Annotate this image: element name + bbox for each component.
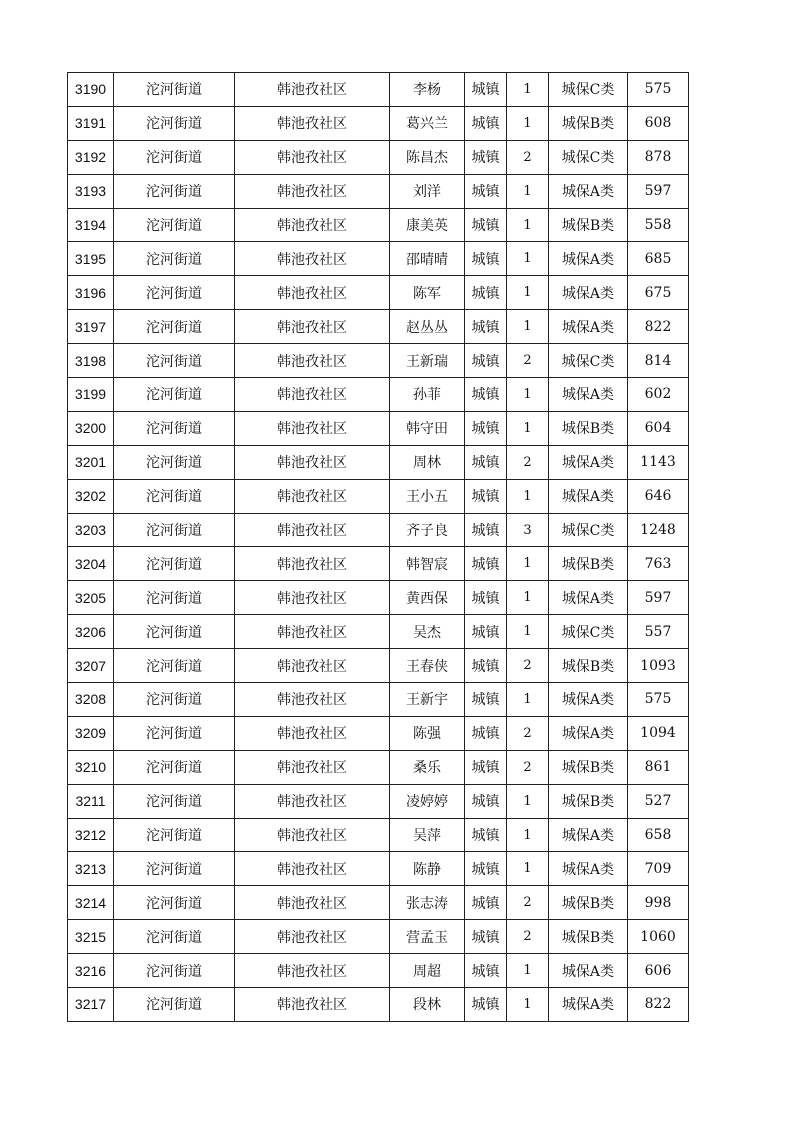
community-cell: 韩池孜社区 [235, 683, 390, 717]
category-cell: 城保A类 [549, 445, 628, 479]
household-size-cell: 1 [507, 615, 549, 649]
category-cell: 城保C类 [549, 513, 628, 547]
name-cell: 李杨 [390, 73, 465, 107]
serial-number-cell: 3192 [68, 140, 114, 174]
area-type-cell: 城镇 [465, 106, 507, 140]
serial-number-cell: 3198 [68, 344, 114, 378]
table-row [68, 683, 689, 717]
community-cell: 韩池孜社区 [235, 344, 390, 378]
table-row [68, 378, 689, 412]
category-cell: 城保B类 [549, 411, 628, 445]
table-body [68, 73, 689, 1022]
table-row [68, 140, 689, 174]
street-cell: 沱河街道 [114, 852, 235, 886]
category-cell: 城保C类 [549, 615, 628, 649]
household-size-cell: 2 [507, 445, 549, 479]
community-cell: 韩池孜社区 [235, 954, 390, 988]
name-cell: 赵丛丛 [390, 310, 465, 344]
serial-number-cell: 3208 [68, 683, 114, 717]
street-cell: 沱河街道 [114, 920, 235, 954]
category-cell: 城保A类 [549, 683, 628, 717]
table-row [68, 344, 689, 378]
amount-cell: 814 [628, 344, 689, 378]
area-type-cell: 城镇 [465, 852, 507, 886]
household-size-cell: 1 [507, 784, 549, 818]
amount-cell: 822 [628, 988, 689, 1022]
area-type-cell: 城镇 [465, 784, 507, 818]
area-type-cell: 城镇 [465, 988, 507, 1022]
community-cell: 韩池孜社区 [235, 445, 390, 479]
table-row [68, 581, 689, 615]
community-cell: 韩池孜社区 [235, 479, 390, 513]
table-row [68, 276, 689, 310]
area-type-cell: 城镇 [465, 276, 507, 310]
table-row [68, 73, 689, 107]
name-cell: 张志涛 [390, 886, 465, 920]
table-row [68, 920, 689, 954]
category-cell: 城保B类 [549, 886, 628, 920]
serial-number-cell: 3212 [68, 818, 114, 852]
category-cell: 城保B类 [549, 920, 628, 954]
street-cell: 沱河街道 [114, 547, 235, 581]
household-size-cell: 1 [507, 73, 549, 107]
table-row [68, 513, 689, 547]
table-row [68, 479, 689, 513]
name-cell: 韩守田 [390, 411, 465, 445]
street-cell: 沱河街道 [114, 513, 235, 547]
street-cell: 沱河街道 [114, 954, 235, 988]
area-type-cell: 城镇 [465, 683, 507, 717]
area-type-cell: 城镇 [465, 445, 507, 479]
serial-number-cell: 3191 [68, 106, 114, 140]
amount-cell: 658 [628, 818, 689, 852]
serial-number-cell: 3210 [68, 750, 114, 784]
name-cell: 段林 [390, 988, 465, 1022]
area-type-cell: 城镇 [465, 310, 507, 344]
category-cell: 城保B类 [549, 547, 628, 581]
amount-cell: 685 [628, 242, 689, 276]
table-row [68, 852, 689, 886]
street-cell: 沱河街道 [114, 479, 235, 513]
category-cell: 城保C类 [549, 140, 628, 174]
household-size-cell: 1 [507, 479, 549, 513]
serial-number-cell: 3201 [68, 445, 114, 479]
serial-number-cell: 3200 [68, 411, 114, 445]
recipient-table [67, 72, 689, 1022]
serial-number-cell: 3206 [68, 615, 114, 649]
community-cell: 韩池孜社区 [235, 547, 390, 581]
household-size-cell: 1 [507, 411, 549, 445]
name-cell: 周林 [390, 445, 465, 479]
street-cell: 沱河街道 [114, 683, 235, 717]
amount-cell: 575 [628, 73, 689, 107]
category-cell: 城保A类 [549, 988, 628, 1022]
amount-cell: 861 [628, 750, 689, 784]
street-cell: 沱河街道 [114, 411, 235, 445]
category-cell: 城保B类 [549, 649, 628, 683]
table-row [68, 310, 689, 344]
area-type-cell: 城镇 [465, 411, 507, 445]
community-cell: 韩池孜社区 [235, 378, 390, 412]
area-type-cell: 城镇 [465, 513, 507, 547]
category-cell: 城保A类 [549, 479, 628, 513]
category-cell: 城保A类 [549, 378, 628, 412]
street-cell: 沱河街道 [114, 310, 235, 344]
name-cell: 邵晴晴 [390, 242, 465, 276]
street-cell: 沱河街道 [114, 276, 235, 310]
category-cell: 城保B类 [549, 750, 628, 784]
community-cell: 韩池孜社区 [235, 784, 390, 818]
name-cell: 陈昌杰 [390, 140, 465, 174]
table-row [68, 242, 689, 276]
table-row [68, 818, 689, 852]
category-cell: 城保A类 [549, 242, 628, 276]
amount-cell: 1248 [628, 513, 689, 547]
amount-cell: 557 [628, 615, 689, 649]
household-size-cell: 2 [507, 140, 549, 174]
household-size-cell: 1 [507, 852, 549, 886]
name-cell: 葛兴兰 [390, 106, 465, 140]
area-type-cell: 城镇 [465, 818, 507, 852]
amount-cell: 822 [628, 310, 689, 344]
household-size-cell: 1 [507, 310, 549, 344]
area-type-cell: 城镇 [465, 242, 507, 276]
serial-number-cell: 3209 [68, 716, 114, 750]
serial-number-cell: 3205 [68, 581, 114, 615]
amount-cell: 527 [628, 784, 689, 818]
table-row [68, 784, 689, 818]
area-type-cell: 城镇 [465, 479, 507, 513]
amount-cell: 597 [628, 174, 689, 208]
category-cell: 城保A类 [549, 852, 628, 886]
area-type-cell: 城镇 [465, 547, 507, 581]
household-size-cell: 2 [507, 886, 549, 920]
name-cell: 孙菲 [390, 378, 465, 412]
table-row [68, 886, 689, 920]
name-cell: 周超 [390, 954, 465, 988]
serial-number-cell: 3217 [68, 988, 114, 1022]
area-type-cell: 城镇 [465, 716, 507, 750]
amount-cell: 1093 [628, 649, 689, 683]
serial-number-cell: 3216 [68, 954, 114, 988]
household-size-cell: 1 [507, 174, 549, 208]
area-type-cell: 城镇 [465, 140, 507, 174]
household-size-cell: 1 [507, 581, 549, 615]
table-row [68, 750, 689, 784]
serial-number-cell: 3213 [68, 852, 114, 886]
community-cell: 韩池孜社区 [235, 411, 390, 445]
area-type-cell: 城镇 [465, 649, 507, 683]
street-cell: 沱河街道 [114, 344, 235, 378]
community-cell: 韩池孜社区 [235, 818, 390, 852]
street-cell: 沱河街道 [114, 784, 235, 818]
household-size-cell: 1 [507, 954, 549, 988]
category-cell: 城保A类 [549, 818, 628, 852]
community-cell: 韩池孜社区 [235, 276, 390, 310]
category-cell: 城保A类 [549, 174, 628, 208]
amount-cell: 646 [628, 479, 689, 513]
area-type-cell: 城镇 [465, 920, 507, 954]
serial-number-cell: 3214 [68, 886, 114, 920]
serial-number-cell: 3204 [68, 547, 114, 581]
community-cell: 韩池孜社区 [235, 920, 390, 954]
community-cell: 韩池孜社区 [235, 886, 390, 920]
street-cell: 沱河街道 [114, 988, 235, 1022]
area-type-cell: 城镇 [465, 615, 507, 649]
serial-number-cell: 3194 [68, 208, 114, 242]
area-type-cell: 城镇 [465, 73, 507, 107]
serial-number-cell: 3197 [68, 310, 114, 344]
name-cell: 王春侠 [390, 649, 465, 683]
category-cell: 城保A类 [549, 954, 628, 988]
community-cell: 韩池孜社区 [235, 174, 390, 208]
household-size-cell: 1 [507, 547, 549, 581]
name-cell: 桑乐 [390, 750, 465, 784]
household-size-cell: 1 [507, 106, 549, 140]
serial-number-cell: 3195 [68, 242, 114, 276]
community-cell: 韩池孜社区 [235, 988, 390, 1022]
name-cell: 陈军 [390, 276, 465, 310]
street-cell: 沱河街道 [114, 106, 235, 140]
household-size-cell: 1 [507, 683, 549, 717]
table-row [68, 988, 689, 1022]
table-row [68, 445, 689, 479]
amount-cell: 675 [628, 276, 689, 310]
category-cell: 城保B类 [549, 784, 628, 818]
community-cell: 韩池孜社区 [235, 140, 390, 174]
name-cell: 韩智宸 [390, 547, 465, 581]
amount-cell: 998 [628, 886, 689, 920]
category-cell: 城保C类 [549, 73, 628, 107]
household-size-cell: 1 [507, 276, 549, 310]
name-cell: 吴杰 [390, 615, 465, 649]
community-cell: 韩池孜社区 [235, 716, 390, 750]
name-cell: 康美英 [390, 208, 465, 242]
amount-cell: 608 [628, 106, 689, 140]
community-cell: 韩池孜社区 [235, 615, 390, 649]
street-cell: 沱河街道 [114, 886, 235, 920]
community-cell: 韩池孜社区 [235, 106, 390, 140]
serial-number-cell: 3207 [68, 649, 114, 683]
community-cell: 韩池孜社区 [235, 750, 390, 784]
street-cell: 沱河街道 [114, 378, 235, 412]
serial-number-cell: 3211 [68, 784, 114, 818]
household-size-cell: 1 [507, 988, 549, 1022]
amount-cell: 558 [628, 208, 689, 242]
table-row [68, 106, 689, 140]
serial-number-cell: 3199 [68, 378, 114, 412]
category-cell: 城保A类 [549, 310, 628, 344]
street-cell: 沱河街道 [114, 818, 235, 852]
community-cell: 韩池孜社区 [235, 310, 390, 344]
category-cell: 城保B类 [549, 208, 628, 242]
amount-cell: 597 [628, 581, 689, 615]
street-cell: 沱河街道 [114, 140, 235, 174]
document-page [67, 72, 689, 1022]
community-cell: 韩池孜社区 [235, 852, 390, 886]
street-cell: 沱河街道 [114, 649, 235, 683]
street-cell: 沱河街道 [114, 445, 235, 479]
household-size-cell: 2 [507, 920, 549, 954]
table-row [68, 174, 689, 208]
amount-cell: 1060 [628, 920, 689, 954]
amount-cell: 604 [628, 411, 689, 445]
street-cell: 沱河街道 [114, 208, 235, 242]
name-cell: 王新宇 [390, 683, 465, 717]
area-type-cell: 城镇 [465, 208, 507, 242]
household-size-cell: 1 [507, 378, 549, 412]
household-size-cell: 1 [507, 818, 549, 852]
area-type-cell: 城镇 [465, 886, 507, 920]
name-cell: 陈强 [390, 716, 465, 750]
street-cell: 沱河街道 [114, 716, 235, 750]
table-row [68, 954, 689, 988]
area-type-cell: 城镇 [465, 378, 507, 412]
community-cell: 韩池孜社区 [235, 649, 390, 683]
street-cell: 沱河街道 [114, 581, 235, 615]
name-cell: 王小五 [390, 479, 465, 513]
serial-number-cell: 3193 [68, 174, 114, 208]
serial-number-cell: 3215 [68, 920, 114, 954]
name-cell: 刘洋 [390, 174, 465, 208]
area-type-cell: 城镇 [465, 174, 507, 208]
category-cell: 城保C类 [549, 344, 628, 378]
amount-cell: 602 [628, 378, 689, 412]
community-cell: 韩池孜社区 [235, 208, 390, 242]
name-cell: 凌婷婷 [390, 784, 465, 818]
amount-cell: 709 [628, 852, 689, 886]
household-size-cell: 2 [507, 649, 549, 683]
amount-cell: 763 [628, 547, 689, 581]
amount-cell: 575 [628, 683, 689, 717]
serial-number-cell: 3190 [68, 73, 114, 107]
household-size-cell: 3 [507, 513, 549, 547]
area-type-cell: 城镇 [465, 344, 507, 378]
community-cell: 韩池孜社区 [235, 242, 390, 276]
name-cell: 吴萍 [390, 818, 465, 852]
household-size-cell: 2 [507, 750, 549, 784]
table-row [68, 208, 689, 242]
category-cell: 城保B类 [549, 106, 628, 140]
household-size-cell: 1 [507, 208, 549, 242]
amount-cell: 1143 [628, 445, 689, 479]
street-cell: 沱河街道 [114, 73, 235, 107]
area-type-cell: 城镇 [465, 954, 507, 988]
name-cell: 营孟玉 [390, 920, 465, 954]
name-cell: 黄西保 [390, 581, 465, 615]
serial-number-cell: 3196 [68, 276, 114, 310]
street-cell: 沱河街道 [114, 615, 235, 649]
area-type-cell: 城镇 [465, 750, 507, 784]
amount-cell: 878 [628, 140, 689, 174]
household-size-cell: 1 [507, 242, 549, 276]
table-row [68, 649, 689, 683]
category-cell: 城保A类 [549, 581, 628, 615]
household-size-cell: 2 [507, 716, 549, 750]
table-row [68, 411, 689, 445]
street-cell: 沱河街道 [114, 242, 235, 276]
household-size-cell: 2 [507, 344, 549, 378]
serial-number-cell: 3202 [68, 479, 114, 513]
name-cell: 王新瑞 [390, 344, 465, 378]
community-cell: 韩池孜社区 [235, 581, 390, 615]
street-cell: 沱河街道 [114, 750, 235, 784]
street-cell: 沱河街道 [114, 174, 235, 208]
category-cell: 城保A类 [549, 276, 628, 310]
community-cell: 韩池孜社区 [235, 513, 390, 547]
name-cell: 齐子良 [390, 513, 465, 547]
area-type-cell: 城镇 [465, 581, 507, 615]
serial-number-cell: 3203 [68, 513, 114, 547]
category-cell: 城保A类 [549, 716, 628, 750]
table-row [68, 716, 689, 750]
community-cell: 韩池孜社区 [235, 73, 390, 107]
amount-cell: 606 [628, 954, 689, 988]
table-row [68, 615, 689, 649]
amount-cell: 1094 [628, 716, 689, 750]
table-row [68, 547, 689, 581]
name-cell: 陈静 [390, 852, 465, 886]
